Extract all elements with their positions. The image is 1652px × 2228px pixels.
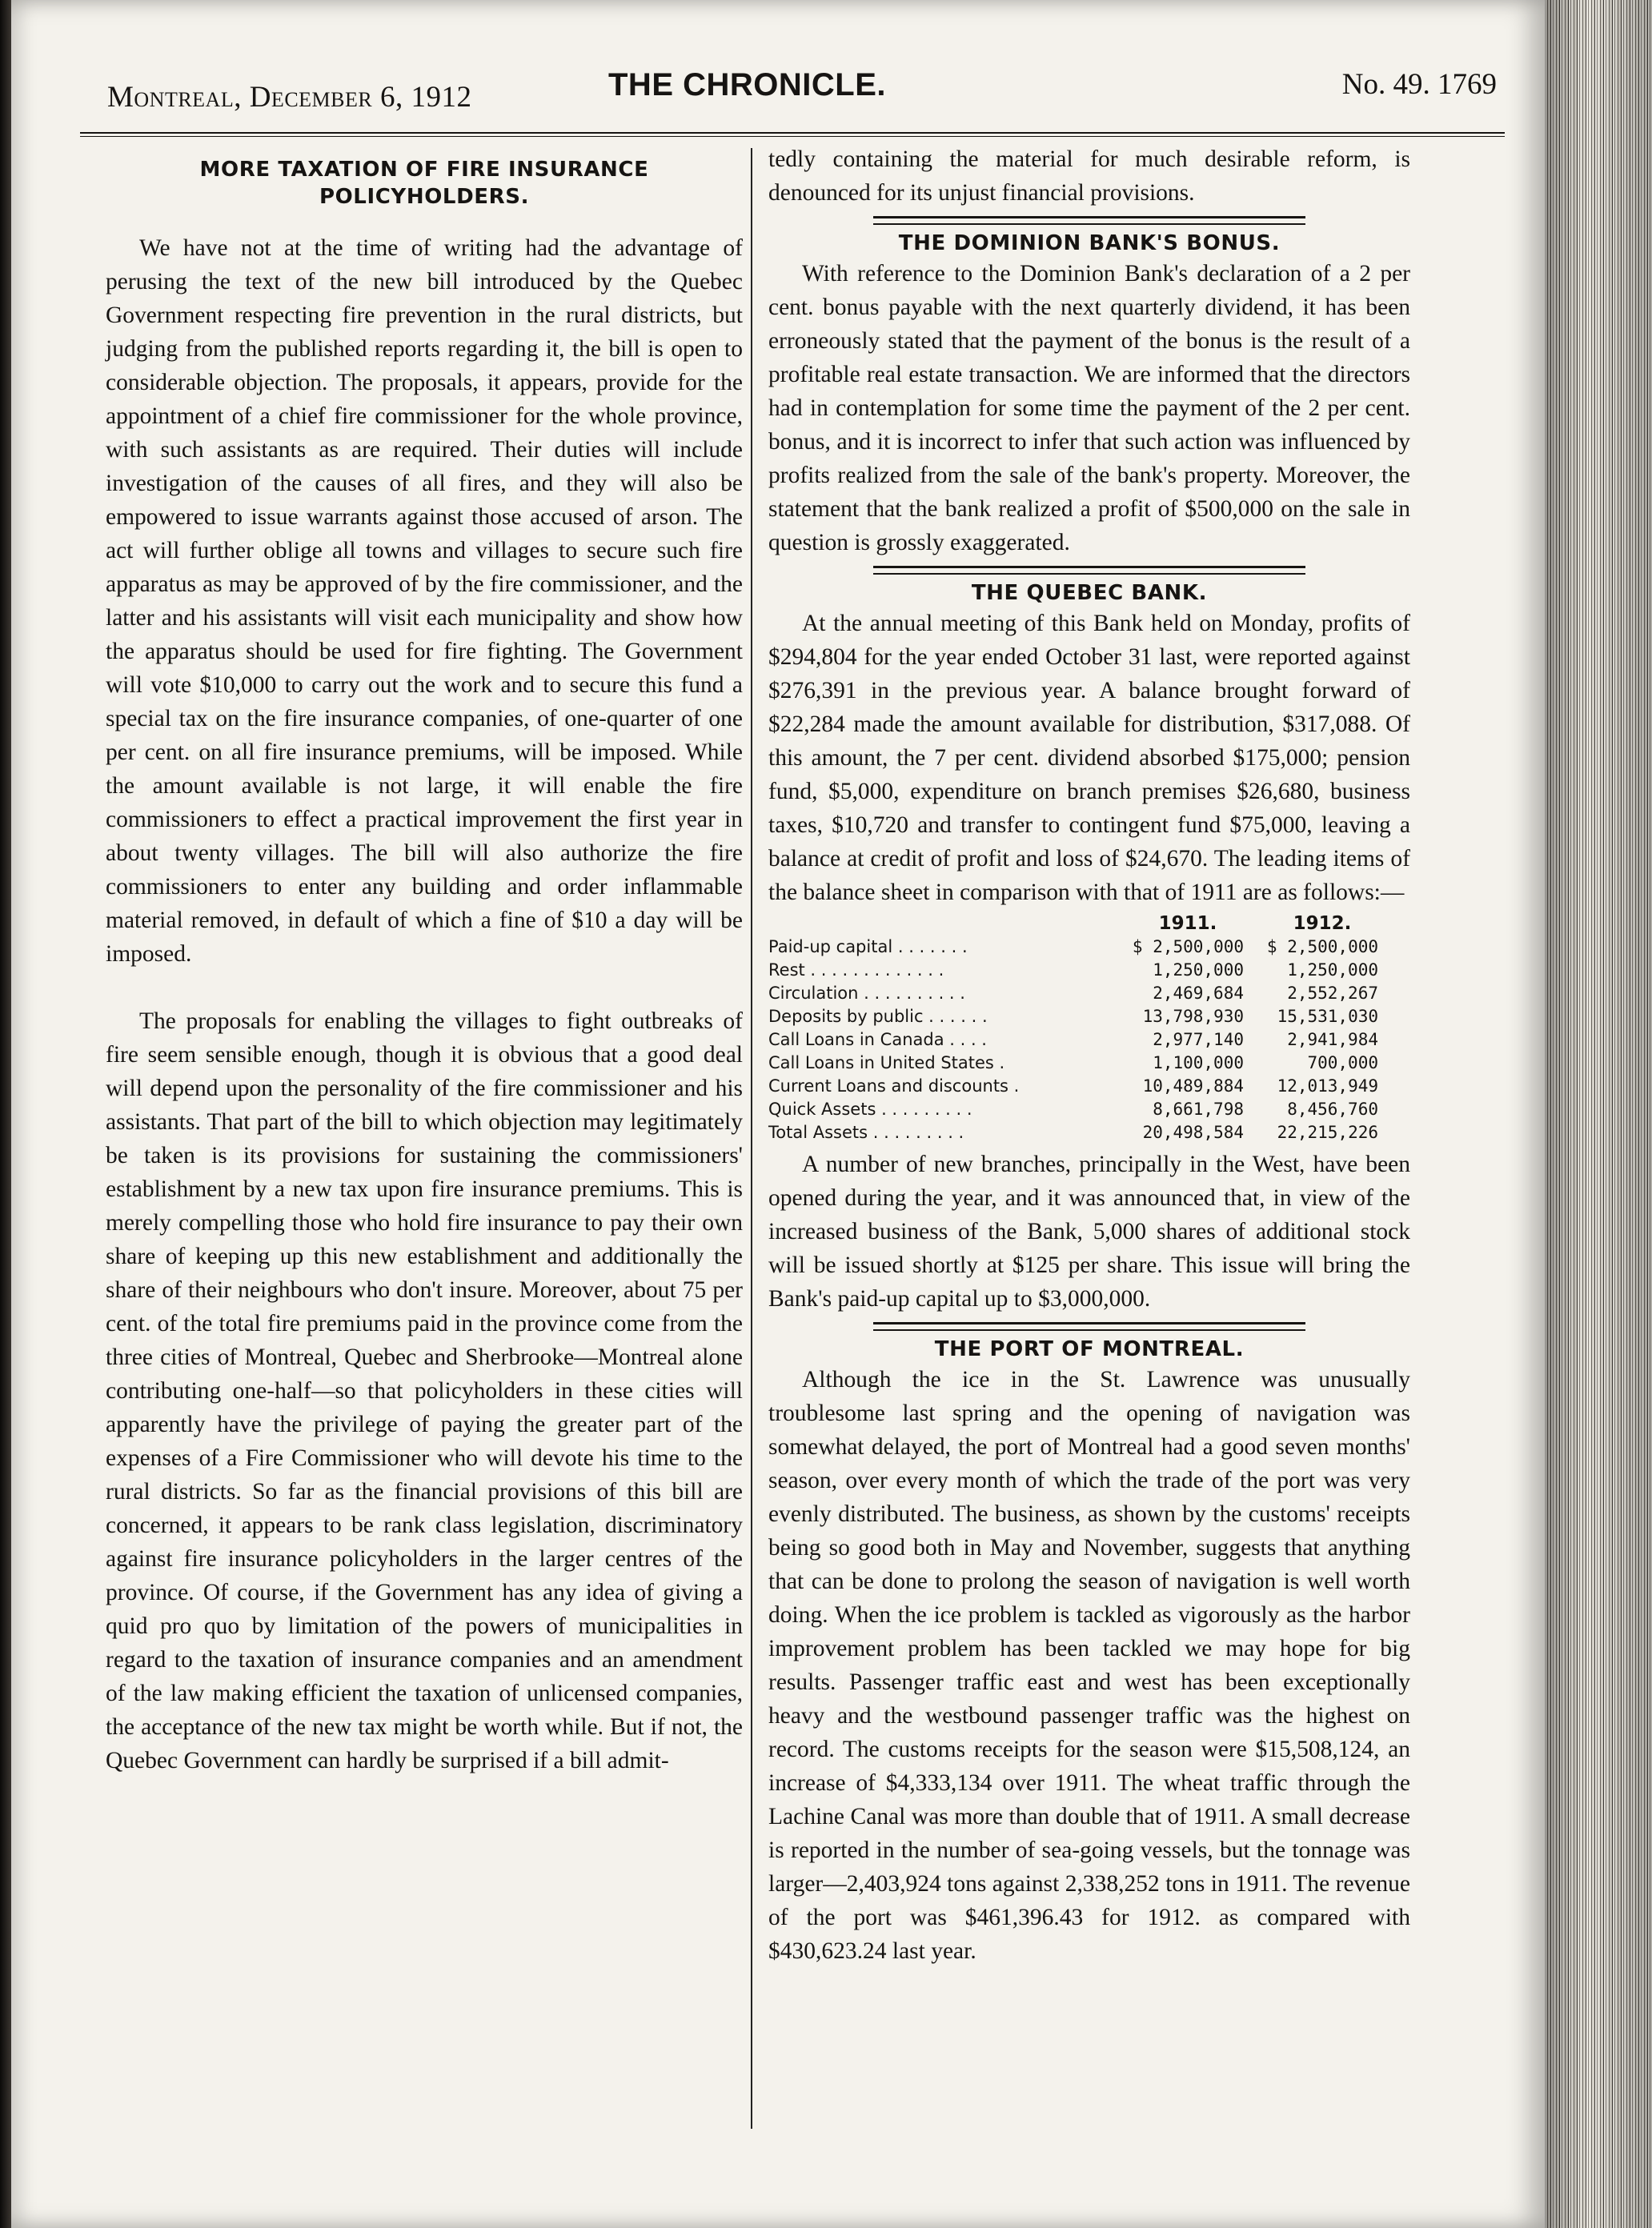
table-row (768, 982, 1389, 1005)
row-label: Current Loans and discounts . (768, 1076, 1020, 1096)
value-1911: 1,100,000 (1153, 1053, 1244, 1072)
column-divider (751, 148, 752, 2129)
article-paragraph: Although the ice in the St. Lawrence was unusually troublesome last spring and the opening of navigation was somewhat delayed, the port of Montreal had a good seven months' season, over every month of which the trade of the port was very evenly distributed. The business, as shown by the customs' receipts being so good both in May and November, suggests that anything that can be done to prolong the season of navigation is well worth doing. When the ice problem is tackled as vigorously as the harbor improvement problem has been tackled we may hope for big results. Passenger traffic east and west has been exceptionally heavy and the westbound passenger traffic was the highest on record. The customs receipts for the season were $15,508,124, an increase of $4,333,134 over 1911. The wheat traffic through the Lachine Canal was more than double that of 1911. A small decrease is reported in the number of sea-going vessels, but the tonnage was larger—2,403,924 tons against 2,338,252 tons in 1911. The revenue of the port was $461,396.43 for 1912. as compared with $430,623.24 last year. (768, 1367, 1410, 1964)
value-1912: 2,941,984 (1287, 1030, 1378, 1049)
value-1911: 8,661,798 (1153, 1100, 1244, 1119)
dateline: Montreal, December 6, 1912 (107, 81, 472, 114)
article-paragraph: At the annual meeting of this Bank held on Monday, profits of $294,804 for the year ended October 31 last, were reported against $276,391 in the previous year. A balance brought forward of $22,284 made the amount available for distribution, $317,088. Of this amount, the 7 per cent. dividend absorbed $175,000; pension fund, $5,000, expenditure on branch premises $26,680, business taxes, $10,720 and transfer to contingent fund $75,000, leaving a balance at credit of profit and loss of $24,670. The leading items of the balance sheet in comparison with that of 1911 are as follows:— (768, 611, 1410, 905)
row-label: Call Loans in United States . (768, 1053, 1005, 1072)
row-label: Paid-up capital . . . . . . . (768, 937, 968, 956)
value-1912: 700,000 (1307, 1053, 1378, 1072)
header-rule (80, 132, 1505, 137)
table-row (768, 1075, 1389, 1098)
table-header-row (768, 912, 1389, 936)
right-column (768, 142, 1410, 1968)
value-1912: 22,215,226 (1277, 1123, 1378, 1142)
table-row (768, 1028, 1389, 1052)
value-1911: 13,798,930 (1142, 1007, 1244, 1026)
article-headline-fire-tax: MORE TAXATION OF FIRE INSURANCE POLICYHOLDERS. (199, 158, 649, 209)
value-1912: $ 2,500,000 (1266, 937, 1378, 956)
spacer (106, 210, 743, 231)
section-rule (873, 1322, 1305, 1331)
value-1911: $ 2,500,000 (1132, 937, 1244, 956)
table-row (768, 936, 1389, 959)
article-headline-dominion-bank: THE DOMINION BANK'S BONUS. (898, 231, 1281, 255)
row-label: Deposits by public . . . . . . (768, 1007, 988, 1026)
balance-sheet-table (768, 912, 1389, 1144)
article-paragraph: With reference to the Dominion Bank's declaration of a 2 per cent. bonus payable with the next quarterly dividend, it has been erroneously stated that the payment of the bonus is the result of a profitable real estate transaction. We are informed that the directors had in contemplation for some time the payment of the 2 per cent. bonus, and it is incorrect to infer that such action was influenced by profits realized from the sale of the bank's property. Moreover, the statement that the bank realized a profit of $500,000 on the sale in question is grossly exaggerated. (768, 261, 1410, 555)
article-headline-port-montreal: THE PORT OF MONTREAL. (934, 1337, 1245, 1361)
section-rule (873, 566, 1305, 575)
section-rule (873, 216, 1305, 225)
article-headline-quebec-bank: THE QUEBEC BANK. (971, 581, 1208, 605)
row-label: Circulation . . . . . . . . . . (768, 984, 965, 1003)
row-label: Call Loans in Canada . . . . (768, 1030, 987, 1049)
value-1911: 20,498,584 (1142, 1123, 1244, 1142)
row-label: Quick Assets . . . . . . . . . (768, 1100, 972, 1119)
row-label: Rest . . . . . . . . . . . . . (768, 960, 944, 980)
table-header-1912: 1912. (1293, 913, 1352, 934)
article-paragraph: A number of new branches, principally in the West, have been opened during the year, and it was announced that, in view of the increased business of the Bank, 5,000 shares of additional stock will be issued shortly at $125 per share. This issue will bring the Bank's paid-up capital up to $3,000,000. (768, 1152, 1410, 1312)
table-header-blank (768, 912, 1121, 936)
table-row (768, 1052, 1389, 1075)
left-column (106, 156, 743, 1777)
value-1912: 8,456,760 (1287, 1100, 1378, 1119)
issue-number: No. 49. 1769 (1341, 68, 1497, 101)
value-1912: 12,013,949 (1277, 1076, 1378, 1096)
table-row (768, 1121, 1389, 1144)
article-paragraph: We have not at the time of writing had the advantage of perusing the text of the new bill introduced by the Quebec Government respecting fire prevention in the rural districts, but judging from the published reports regarding it, the bill is open to considerable objection. The proposals, it appears, provide for the appointment of a chief fire commissioner for the whole province, with such assistants as are required. Their duties will include investigation of the causes of all fires, and they will also be empowered to issue warrants against those accused of arson. The act will further oblige all towns and villages to secure such fire apparatus as may be approved of by the fire commissioner, and the latter and his assistants will visit each municipality and show how the apparatus should be used for fire fighting. The Government will vote $10,000 to carry out the work and to secure this fund a special tax on the fire insurance companies, of one-quarter of one per cent. on all fire insurance premiums, will be imposed. While the amount available is not large, it will enable the fire commissioners to effect a practical improvement the first year in about twenty villages. The bill will also authorize the fire commissioners to enter any building and order inflammable material removed, in default of which a fine of $10 a day will be imposed. (106, 235, 743, 967)
table-row (768, 1005, 1389, 1028)
row-label: Total Assets . . . . . . . . . (768, 1123, 964, 1142)
value-1912: 2,552,267 (1287, 984, 1378, 1003)
article-continuation: tedly containing the material for much desirable reform, is denounced for its unjust financial provisions. (768, 146, 1410, 206)
table-header-1911: 1911. (1158, 913, 1217, 934)
value-1912: 1,250,000 (1287, 960, 1378, 980)
value-1911: 2,469,684 (1153, 984, 1244, 1003)
value-1912: 15,531,030 (1277, 1007, 1378, 1026)
binding-edge (0, 0, 11, 2228)
page-edge-shadow (1545, 0, 1652, 2228)
value-1911: 1,250,000 (1153, 960, 1244, 980)
value-1911: 10,489,884 (1142, 1076, 1244, 1096)
table-row (768, 959, 1389, 982)
table-row (768, 1098, 1389, 1121)
value-1911: 2,977,140 (1153, 1030, 1244, 1049)
masthead-title: THE CHRONICLE. (608, 67, 886, 102)
article-paragraph: The proposals for enabling the villages to fight outbreaks of fire seem sensible enough, though it is obvious that a good deal will depend upon the personality of the fire commissioner and his assistants. That part of the bill to which objection may legitimately be taken is its provisions for sustaining the commissioners' establishment by a new tax upon fire insurance premiums. This is merely compelling those who hold fire insurance to pay their own share of keeping up this new establishment and additionally the share of their neighbours who don't insure. Moreover, about 75 per cent. of the total fire premiums paid in the province come from the three cities of Montreal, Quebec and Sherbrooke—Montreal alone contributing one-half—so that policyholders in these cities will apparently have the privilege of paying the greater part of the expenses of a Fire Commissioner who will devote his time to the rural districts. So far as the financial provisions of this bill are concerned, it appears to be rank class legislation, discriminatory against fire insurance policyholders in the larger centres of the province. Of course, if the Government has any idea of giving a quid pro quo by limitation of the powers of municipalities in regard to the taxation of insurance companies and an amendment of the law making efficient the taxation of unlicensed companies, the acceptance of the new tax might be worth while. But if not, the Quebec Government can hardly be surprised if a bill admit- (106, 1008, 743, 1773)
